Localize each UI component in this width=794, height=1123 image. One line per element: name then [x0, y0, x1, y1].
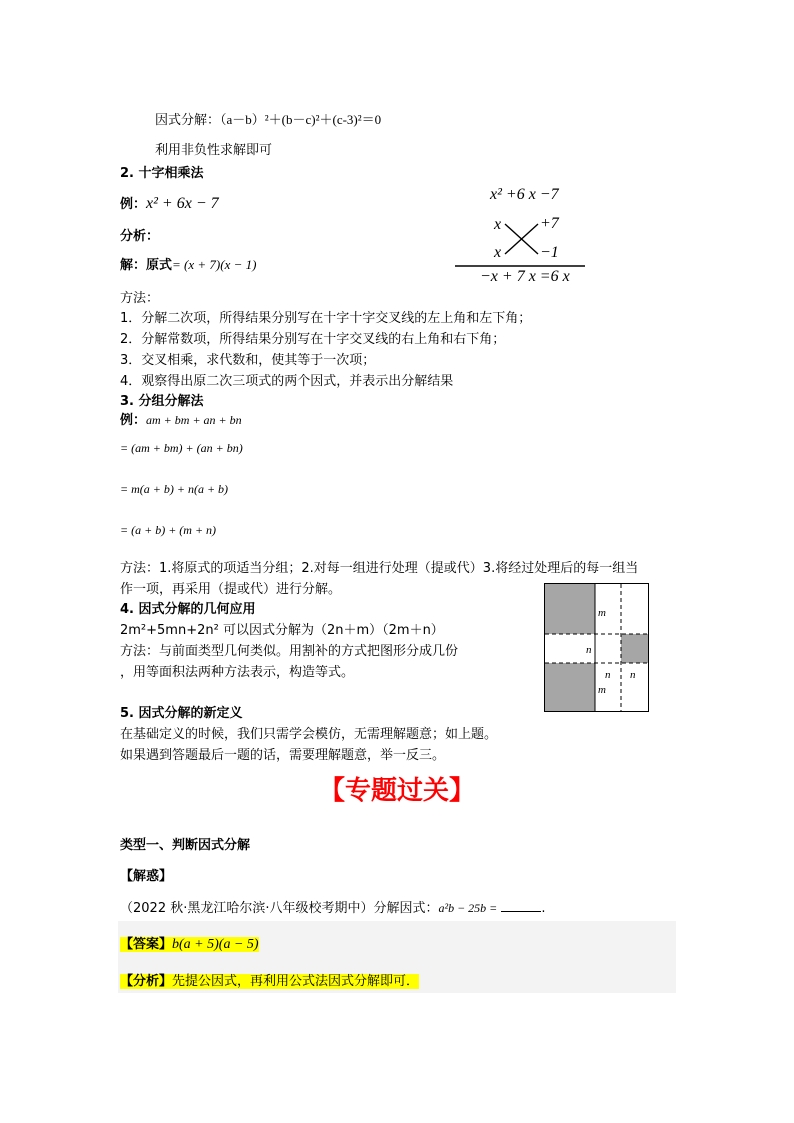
- figure-label-n-a: n: [605, 669, 611, 681]
- group-line-3: = (a + b) + (m + n): [120, 523, 217, 537]
- group-line-1: = (am + bm) + (an + bn): [120, 441, 243, 455]
- figure-label-n-mid: n: [586, 644, 592, 656]
- analysis-line: [120, 970, 419, 989]
- analysis-label: 【分析】: [120, 974, 173, 989]
- shaded-square-right: [621, 634, 648, 663]
- type1-question: [120, 897, 546, 916]
- cross-solution-label: 解：原式: [120, 258, 173, 273]
- newdef-line-1: 在基础定义的时候，我们只需学会模仿，无需理解题意；如上题。: [120, 727, 498, 742]
- type1-question-end: .: [541, 901, 546, 916]
- group-example: [120, 409, 242, 428]
- shaded-square-bottom: [545, 663, 595, 711]
- cross-diagram-top: x² +6 x −7: [490, 186, 559, 203]
- newdef-line-2: 如果遇到答题最后一题的话，需要理解题意，举一反三。: [120, 748, 446, 763]
- cross-step-1: 1．分解二次项，所得结果分别写在十字十字交叉线的左上角和左下角；: [120, 311, 532, 326]
- group-heading: 3. 分组分解法: [120, 394, 204, 409]
- cross-example: [120, 193, 219, 213]
- analysis-text: 先提公因式，再利用公式法因式分解即可．: [172, 974, 420, 989]
- cross-step-2: 2．分解常数项，所得结果分别写在十字交叉线的右上角和右下角；: [120, 332, 506, 347]
- figure-label-n-b: n: [630, 669, 636, 681]
- cross-example-label: 例：: [120, 197, 147, 212]
- cross-method-label: 方法：: [120, 291, 160, 306]
- group-method-line-2: 作一项，再采用（提或代）进行分解。: [120, 582, 342, 597]
- type1-question-text: （2022 秋·黑龙江哈尔滨·八年级校考期中）分解因式：: [120, 901, 439, 916]
- cross-step-3: 3．交叉相乘，求代数和，使其等于一次项；: [120, 353, 376, 368]
- cross-diagram-left-top: x: [494, 216, 502, 233]
- factor-label: 因式分解：: [155, 113, 221, 128]
- geometry-figure: [544, 583, 650, 713]
- cross-analysis-label: 分析：: [120, 229, 160, 244]
- geometry-line-1: 2m²+5mn+2n² 可以因式分解为（2n＋m）（2m＋n）: [120, 623, 444, 638]
- answer-blank: [501, 899, 541, 912]
- cross-diagram-result: −x + 7 x =6 x: [480, 268, 570, 285]
- newdef-heading: 5. 因式分解的新定义: [120, 706, 243, 721]
- cross-diagram-left-bottom: x: [494, 244, 502, 261]
- cross-diagram-right-top: +7: [540, 215, 559, 232]
- cross-example-expression: x² + 6x − 7: [146, 195, 219, 212]
- type1-heading: 类型一、判断因式分解: [120, 838, 251, 853]
- group-example-expression: am + bm + an + bn: [146, 413, 242, 427]
- geometry-line-2: 方法：与前面类型几何类似。用割补的方式把图形分成几份: [120, 644, 459, 659]
- answer-label: 【答案】: [120, 937, 173, 952]
- cross-step-4: 4．观察得出原二次三项式的两个因式，并表示出分解结果: [120, 374, 454, 389]
- type1-tag: 【解惑】: [120, 869, 173, 884]
- type1-question-expression: a²b − 25b =: [438, 901, 498, 915]
- cross-diagram-right-bottom: −1: [540, 244, 559, 261]
- answer-line: [120, 933, 259, 953]
- factor-line: [155, 109, 381, 128]
- geometry-line-3: ，用等面积法两种方法表示，构造等式。: [120, 665, 355, 680]
- group-line-2: = m(a + b) + n(a + b): [120, 482, 229, 496]
- group-example-label: 例：: [120, 413, 147, 428]
- figure-label-m2: m: [598, 684, 606, 696]
- cross-solution: [120, 254, 256, 273]
- cross-solution-expression: = (x + 7)(x − 1): [172, 257, 257, 272]
- section-title: 【专题过关】: [318, 776, 475, 806]
- geometry-heading: 4. 因式分解的几何应用: [120, 602, 256, 617]
- answer-expression: b(a + 5)(a − 5): [172, 937, 259, 952]
- factor-expression: （a－b）²＋(b－c)²＋(c-3)²＝0: [220, 112, 382, 127]
- shaded-square-top: [545, 584, 595, 634]
- hint-text: 利用非负性求解即可: [155, 143, 273, 158]
- cross-lines-diagram: [450, 210, 590, 270]
- group-method-line-1: 方法：1.将原式的项适当分组；2.对每一组进行处理（提或代）3.将经过处理后的每一组当: [120, 561, 639, 576]
- cross-heading: 2. 十字相乘法: [120, 166, 204, 181]
- figure-label-m1: m: [598, 607, 606, 619]
